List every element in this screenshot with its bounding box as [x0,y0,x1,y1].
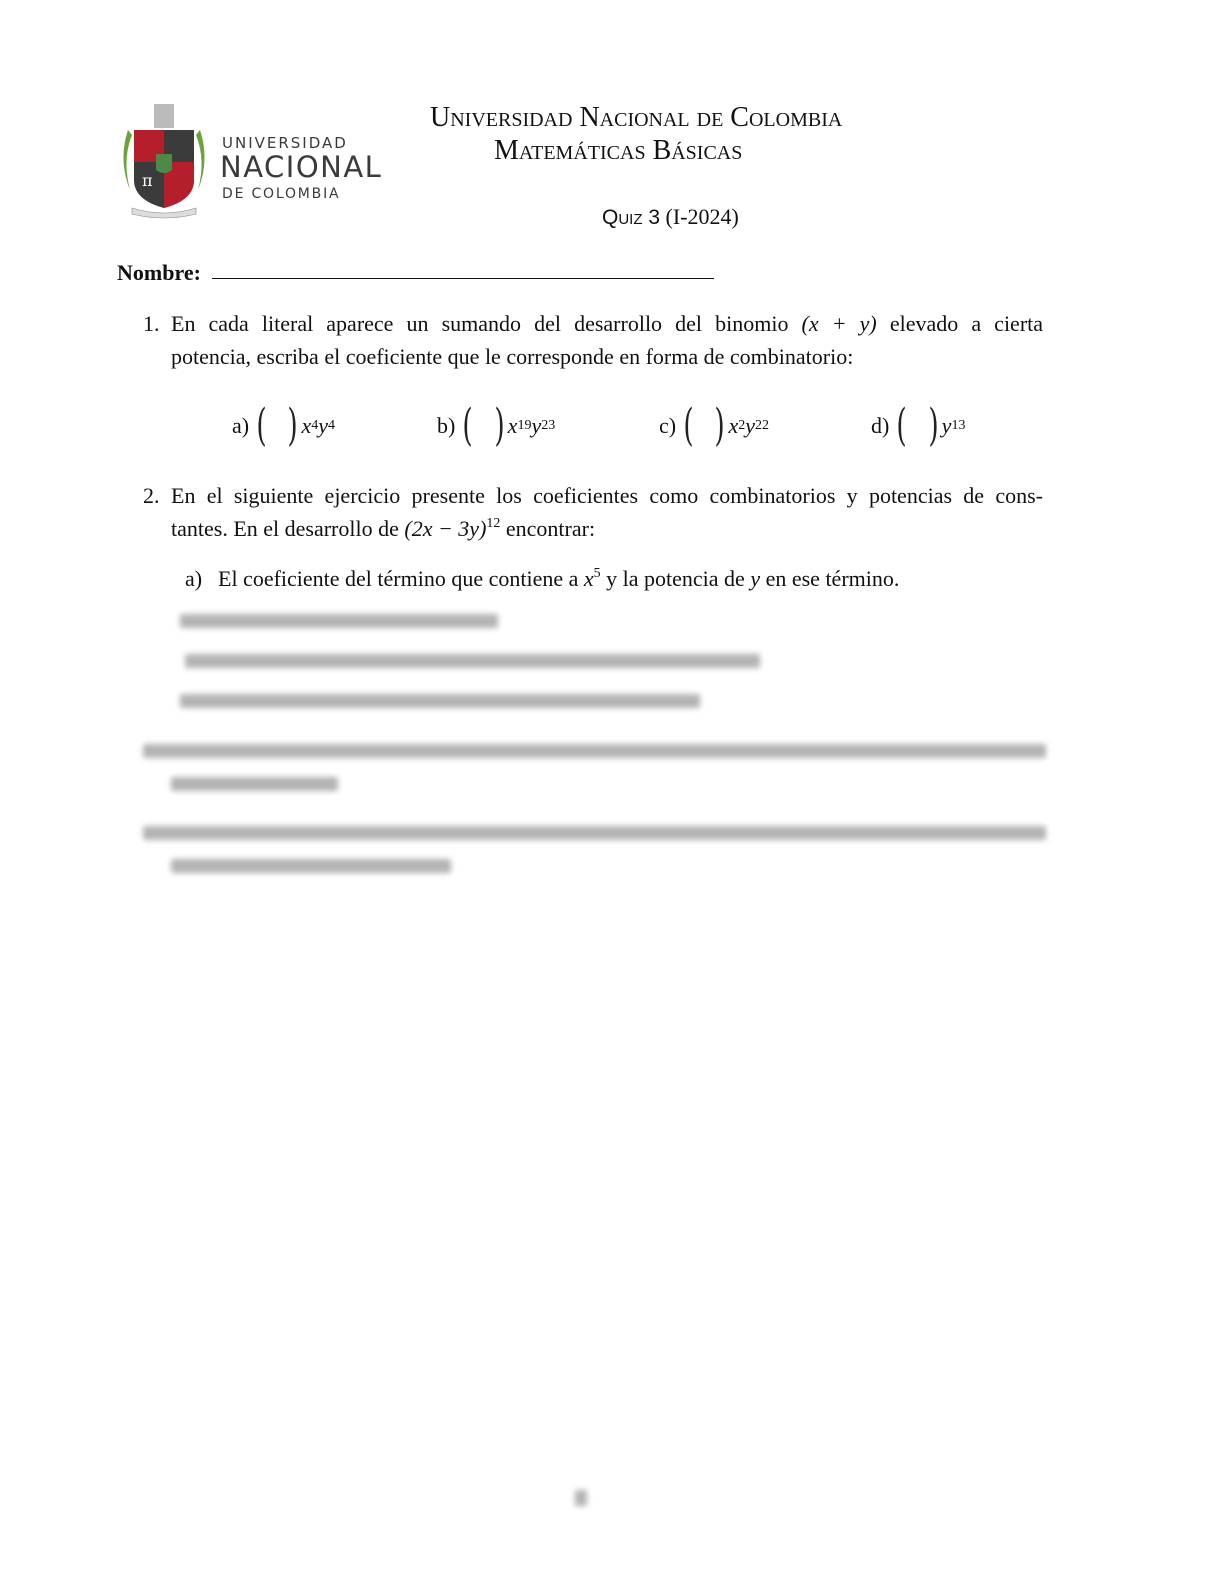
blurred-line [171,777,338,791]
name-field-line[interactable] [212,278,714,279]
var: y [750,566,761,591]
course-title: Matemáticas Básicas [494,135,743,166]
paren-left: ( [896,400,908,451]
exp: 5 [593,566,601,581]
var: y [318,412,328,438]
q2-binomial: (2x − 3y) [404,516,487,541]
paren-right: ) [714,400,726,451]
logo-line1: UNIVERSIDAD [222,134,348,152]
paren-left: ( [462,400,474,451]
q1-binomial: (x + y) [801,311,877,336]
q2-line2 [171,518,595,540]
quiz-term: (I-2024) [665,204,739,229]
logo-line2: NACIONAL [220,150,383,184]
item-label: d) [871,412,890,438]
var: x [301,412,312,438]
q2-text-end: encontrar: [505,516,596,541]
q1-item-b: b) ( ) x 19 y 23 [437,400,556,451]
q1-item-c: c) ( ) x 2 y 22 [659,400,769,451]
q1-number: 1. [143,311,160,336]
var: x [583,566,594,591]
blurred-line [171,859,451,873]
paren-right: ) [287,400,299,451]
q1-text-end: elevado a cierta [889,311,1044,336]
svg-text:π: π [142,171,153,190]
q1-item-a: a) ( ) x 4 y 4 [232,400,335,451]
university-title: Universidad Nacional de Colombia [430,102,843,133]
var: y [531,412,542,438]
item-label: b) [437,412,456,438]
paren-left: ( [256,400,267,451]
q1-line2: potencia, escriba el coeficiente que le corresponde en forma de combinatorio: [171,344,854,369]
name-label: Nombre: [117,260,201,285]
paren-right: ) [927,400,939,451]
paren-right: ) [493,400,505,451]
university-logo [118,100,393,220]
var: x [728,412,739,438]
text: en ese término. [765,566,900,591]
q1-line1 [171,313,1043,335]
coat-of-arms-icon [118,100,210,220]
item-label: c) [659,412,677,438]
blurred-line [180,694,700,708]
var: y [745,412,755,438]
q1-item-d: d) ( ) y 13 [871,400,966,451]
q2-number: 2. [143,483,160,508]
blurred-line [143,826,1046,840]
blurred-line [185,654,760,668]
q2a-text [218,568,899,590]
q2-exponent: 12 [486,516,501,531]
blurred-line [143,744,1046,758]
q1-text: En cada literal aparece un sumando del desarrollo del binomio [171,311,789,336]
text: El coeficiente del término que contiene a [218,566,579,591]
blurred-page-number [575,1490,587,1506]
q2-line1: En el siguiente ejercicio presente los coeficientes como combinatorios y potencias de cons- [171,483,1043,508]
blurred-line [180,614,498,628]
q2-text: tantes. En el desarrollo de [171,516,399,541]
quiz-title [602,204,739,230]
quiz-label: Quiz 3 [602,206,661,229]
item-label: a) [232,412,250,438]
var: x [507,412,518,438]
q2a-label: a) [185,566,203,591]
paren-left: ( [683,400,694,451]
text: y la potencia de [606,566,745,591]
logo-line3: DE COLOMBIA [222,186,341,202]
var: y [941,412,952,438]
